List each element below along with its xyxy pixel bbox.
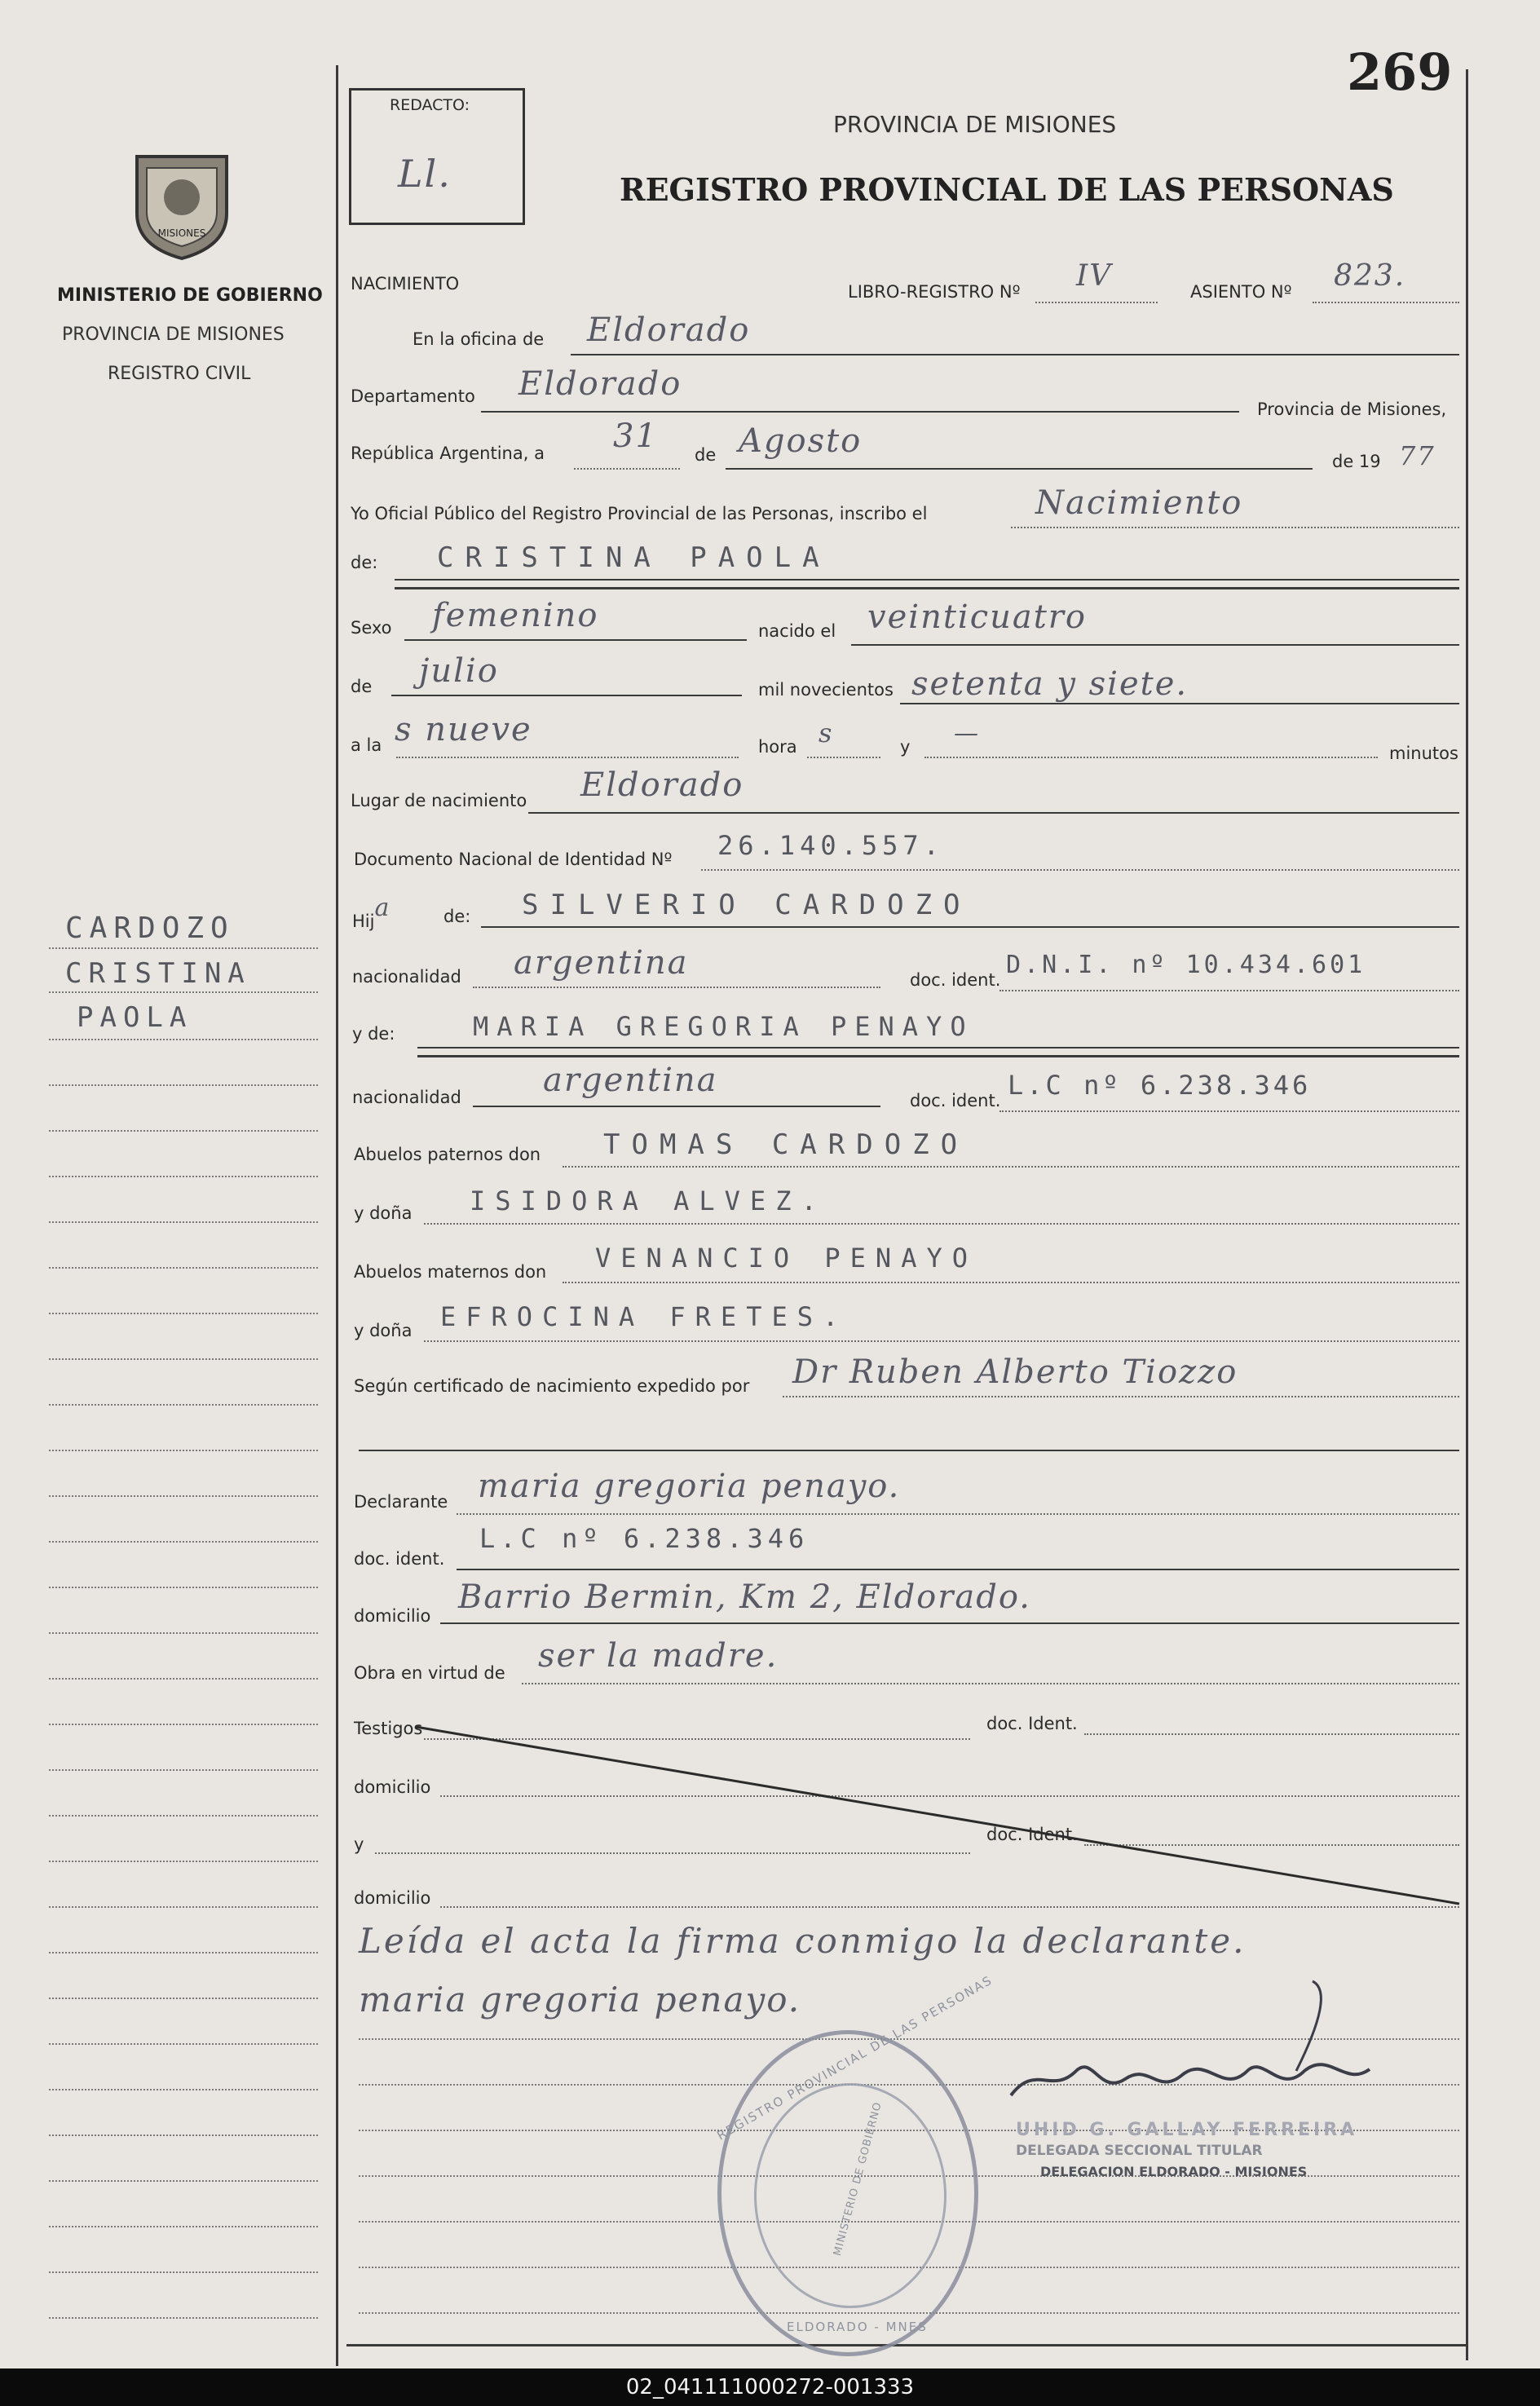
right-margin-rule [1466,69,1468,2360]
asiento-label: ASIENTO Nº [1190,282,1292,302]
abuela-mat-value: EFROCINA FRETES. [440,1301,849,1332]
registry-title: REGISTRO PROVINCIAL DE LAS PERSONAS [620,171,1394,208]
hijo-suffix: a [374,894,391,922]
doc-padre-value: D.N.I. nº 10.434.601 [1006,951,1366,979]
padre-value: SILVERIO CARDOZO [522,889,972,921]
side-surname: CARDOZO [65,912,235,945]
fecha-de: de [695,445,717,465]
nombre-label: de: [351,553,378,572]
asiento-value: 823. [1334,259,1406,293]
departamento-label: Departamento [351,386,475,406]
fecha-year: 77 [1399,440,1436,471]
declarante-signature: maria gregoria penayo. [359,1980,801,2020]
declarante-value: maria gregoria penayo. [478,1468,901,1505]
left-margin-rule [336,65,338,2366]
redacto-initials: Ll. [398,152,452,196]
domicilio-label: domicilio [354,1606,431,1626]
oficina-label: En la oficina de [413,329,545,349]
departamento-suffix: Provincia de Misiones, [1257,400,1447,419]
emblem-lettering: MISIONES [157,227,206,239]
abuelos-mat-label: Abuelos maternos don [354,1262,547,1282]
oficial-value: Nacimiento [1035,484,1243,522]
libro-value: IV [1076,259,1113,293]
certificado-value: Dr Ruben Alberto Tiozzo [792,1353,1238,1391]
doc-padre-label: doc. ident. [910,970,1001,990]
sexo-label: Sexo [351,618,392,638]
oficial-label: Yo Oficial Público del Registro Provincial de las Personas, inscribo el [351,504,928,523]
sexo-value: femenino [432,597,599,634]
nombre-value: CRISTINA PAOLA [437,541,831,574]
ministry-label: MINISTERIO DE GOBIERNO [57,285,323,306]
documento-label: Documento Nacional de Identidad Nº [354,850,673,869]
decl-doc-value: L.C nº 6.238.346 [479,1523,810,1554]
testigos-label: Testigos [354,1719,423,1738]
nac-padre-label: nacionalidad [352,967,461,987]
madre-value: MARIA GREGORIA PENAYO [473,1011,974,1042]
y-row-label: y [354,1834,364,1854]
page-number: 269 [1347,42,1453,102]
leida-text: Leída el acta la firma conmigo la declarante. [359,1921,1247,1961]
obra-value: ser la madre. [538,1637,779,1675]
testigos-doc-label: doc. Ident. [986,1714,1078,1733]
seal-text: REGISTRO PROVINCIAL DE LAS PERSONAS [714,1972,995,2143]
civil-registry-label: REGISTRO CIVIL [108,364,251,384]
nac-madre-value: argentina [543,1062,718,1099]
mes-value: julio [419,652,499,690]
hora-value: s nueve [395,711,532,748]
declarante-label: Declarante [354,1492,448,1512]
documento-value: 26.140.557. [717,830,944,861]
doc-madre-label: doc. ident. [910,1091,1001,1110]
horas-label: hora [758,737,797,757]
domicilio1-label: domicilio [354,1777,431,1797]
official-signature [1003,1973,1394,2128]
mil-label: mil novecientos [758,680,894,700]
fecha-label: República Argentina, a [351,444,545,463]
bottom-rule [346,2344,1467,2346]
lugar-label: Lugar de nacimiento [351,791,527,810]
domicilio2-label: domicilio [354,1888,431,1908]
domicilio-value: Barrio Bermin, Km 2, Eldorado. [458,1578,1031,1616]
hijo-prefix: Hij [352,912,375,931]
registry-seal [714,1972,995,2356]
nacido-label: nacido el [758,621,836,641]
fecha-year-label: de 19 [1332,452,1381,471]
nacido-value: veinticuatro [867,598,1087,636]
side-first-name: CRISTINA [65,957,251,990]
seal-bottom-text: ELDORADO - MNES [787,2320,928,2334]
y-row-doc-label: doc. Ident. [986,1825,1078,1844]
act-type: NACIMIENTO [351,274,460,294]
province-label: PROVINCIA DE MISIONES [62,324,285,345]
abuelos-mat-value: VENANCIO PENAYO [595,1243,977,1274]
hora-label: a la [351,735,382,755]
fecha-day: 31 [613,417,658,455]
fecha-month: Agosto [739,422,863,460]
abuela-pat-value: ISIDORA ALVEZ. [470,1185,827,1216]
province-emblem [121,140,243,266]
hijo-label [352,894,391,934]
obra-label: Obra en virtud de [354,1663,505,1683]
oficina-value: Eldorado [587,311,751,349]
cancel-stroke [408,1720,1467,1916]
libro-label: LIBRO-REGISTRO Nº [848,282,1021,302]
nac-padre-value: argentina [514,944,689,982]
official-name: UHID G. GALLAY FERREIRA [1016,2120,1358,2140]
abuela-pat-label: y doña [354,1203,413,1223]
madre-label: y de: [352,1024,395,1044]
official-office: DELEGACION ELDORADO - MISIONES [1040,2164,1308,2179]
lugar-value: Eldorado [580,766,744,804]
redacto-label: REDACTO: [390,96,470,114]
abuelos-pat-value: TOMAS CARDOZO [603,1128,969,1161]
decl-doc-label: doc. ident. [354,1549,445,1569]
hijo-de-label: de: [443,907,471,926]
y-label: y [900,737,911,757]
archive-code: 02_041111000272-001333 [0,2368,1540,2406]
y-value: — [954,719,980,748]
departamento-value: Eldorado [518,365,682,403]
mes-label: de [351,677,373,696]
header-province: PROVINCIA DE MISIONES [833,111,1117,138]
abuelos-pat-label: Abuelos paternos don [354,1145,541,1164]
horas-value: s [819,717,834,748]
minutos-label: minutos [1389,744,1458,763]
seal-inner-text: MINISTERIO DE GOBIERNO [831,2100,885,2258]
mil-value: setenta y siete. [911,665,1189,703]
nac-madre-label: nacionalidad [352,1088,461,1107]
doc-madre-value: L.C nº 6.238.346 [1008,1070,1312,1101]
side-middle-name: PAOLA [77,1001,193,1034]
abuela-mat-label: y doña [354,1321,413,1340]
official-role: DELEGADA SECCIONAL TITULAR [1016,2143,1263,2159]
certificado-label: Según certificado de nacimiento expedido por [354,1376,750,1396]
